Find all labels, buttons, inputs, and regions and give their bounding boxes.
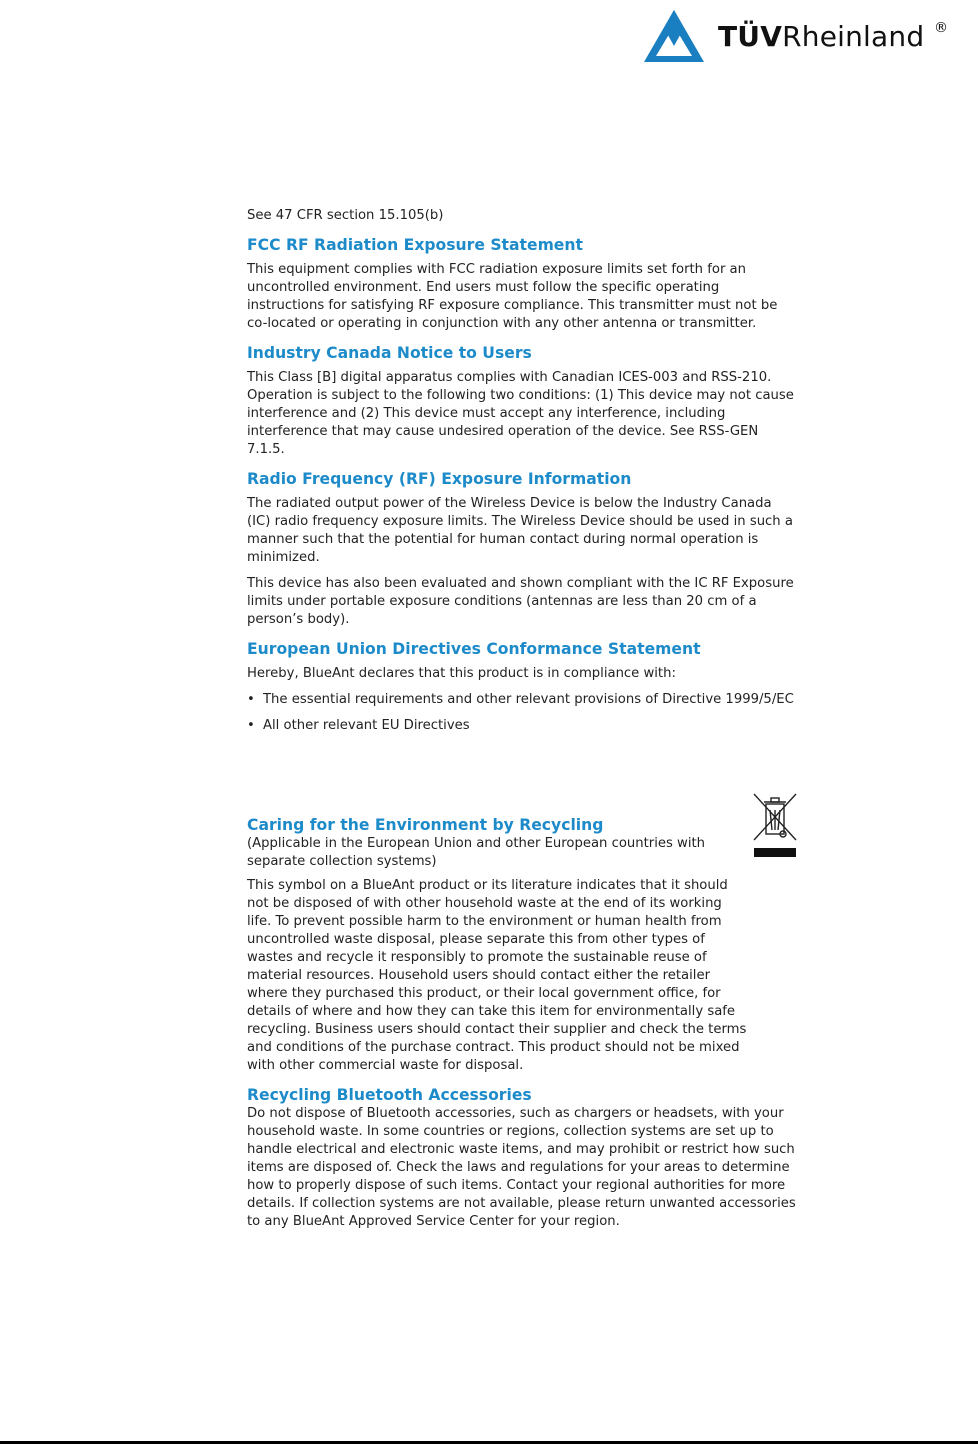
- rf-exposure-heading: Radio Frequency (RF) Exposure Information: [247, 470, 632, 488]
- crossed-out-wheelie-bin-icon: [752, 792, 798, 858]
- eu-bullet-1: • The essential requirements and other relevant provisions of Directive 1999/5/EC: [247, 691, 799, 709]
- registered-mark: ®: [934, 20, 948, 36]
- eu-intro: Hereby, BlueAnt declares that this product is in compliance with:: [247, 666, 676, 681]
- recycling-body: This symbol on a BlueAnt product or its literature indicates that it should not be disposed of with other household waste at the end of its working life. To prevent possible harm to the environment or human health from uncontrolled waste disposal, please separate this from other types of wastes and recycle it responsibly to promote the sustainable reuse of material resources. Household users should contact either the retailer where they purchased this product, or their local government office, for details of where and how they can take this item for environmentally safe recycling. Business users should contact their supplier and check the terms and conditions of the purchase contract. This product should not be mixed with other commercial waste for disposal.: [247, 878, 747, 1073]
- bluetooth-body: Do not dispose of Bluetooth accessories, such as chargers or headsets, with your household waste. In some countries or regions, collection systems are set up to handle electrical and electronic waste items, and may prohibit or restrict how such items are disposed of. Check the laws and regulations for your areas to determine how to properly dispose of such items. Contact your regional authorities for more details. If collection systems are not available, please return unwanted accessories to any BlueAnt Approved Service Center for your region.: [247, 1106, 796, 1229]
- rf-exposure-body-1: The radiated output power of the Wireless Device is below the Industry Canada (IC) radio frequency exposure limits. The Wireless Device should be used in such a manner such that the potential for human contact during normal operation is minimized.: [247, 496, 793, 565]
- eu-bullet-2: • All other relevant EU Directives: [247, 717, 799, 735]
- logo-wordmark: TÜVRheinland: [718, 20, 925, 53]
- rf-exposure-body-2: This device has also been evaluated and shown compliant with the IC RF Exposure limits under portable exposure conditions (antennas are less than 20 cm of a person’s body).: [247, 576, 794, 627]
- tuv-rheinland-logo: [642, 8, 952, 64]
- tuv-triangle-icon: [642, 8, 706, 64]
- fcc-heading: FCC RF Radiation Exposure Statement: [247, 236, 583, 254]
- eu-list: [247, 691, 799, 735]
- recycling-heading: Caring for the Environment by Recycling: [247, 816, 604, 834]
- fcc-body: This equipment complies with FCC radiation exposure limits set forth for an uncontrolled environment. End users must follow the specific operating instructions for satisfying RF exposure compliance. This transmitter must not be co-located or operating in conjunction with any other antenna or transmitter.: [247, 262, 778, 331]
- cfr-note: See 47 CFR section 15.105(b): [247, 208, 444, 223]
- recycling-subheading: (Applicable in the European Union and other European countries with separate collection systems): [247, 836, 706, 869]
- eu-heading: European Union Directives Conformance Statement: [247, 640, 701, 658]
- document-content: [247, 207, 799, 1231]
- bluetooth-heading: Recycling Bluetooth Accessories: [247, 1086, 532, 1104]
- industry-canada-heading: Industry Canada Notice to Users: [247, 344, 532, 362]
- industry-canada-body: This Class [B] digital apparatus complies with Canadian ICES-003 and RSS-210. Operation is subject to the following two conditions: (1) This device may not cause interference and (2) This device must accept any interference, including interference that may cause undesired operation of the device. See RSS-GEN 7.1.5.: [247, 370, 794, 457]
